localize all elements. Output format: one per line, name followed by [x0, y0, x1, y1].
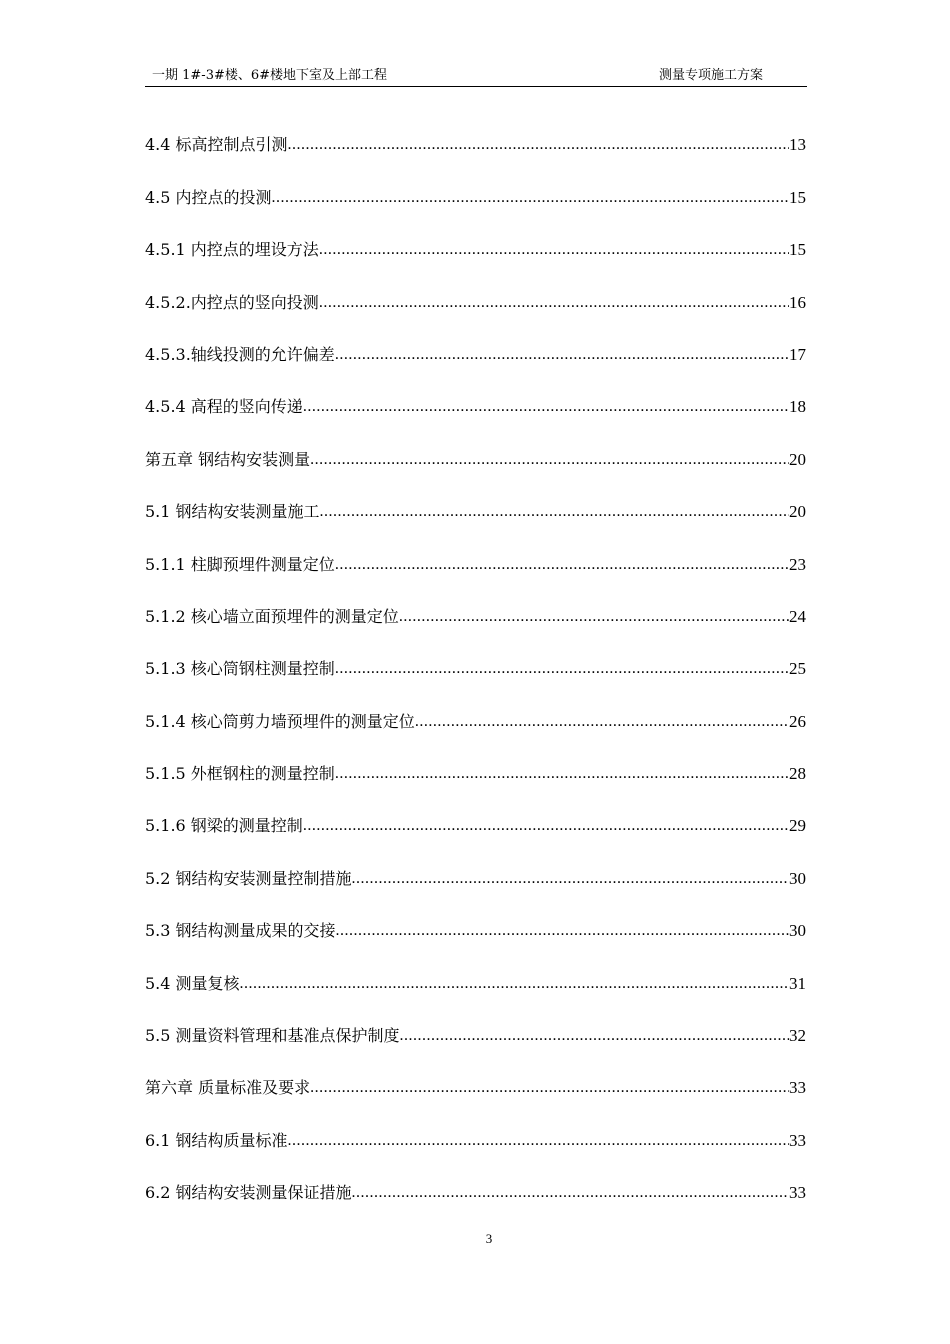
- toc-entry-page: 33: [789, 1130, 806, 1150]
- toc-entry-page: 20: [789, 449, 806, 469]
- toc-entry-page: 25: [789, 659, 806, 679]
- toc-entry-title: 5.1.5 外框钢柱的测量控制: [145, 764, 335, 784]
- toc-leader-dots: [320, 496, 789, 528]
- toc-leader-dots: [335, 549, 789, 581]
- toc-entry-page: 32: [789, 1026, 806, 1046]
- toc-entry-title: 6.2 钢结构安装测量保证措施: [145, 1183, 352, 1203]
- toc-entry-title: 5.1.4 核心筒剪力墙预埋件的测量定位: [145, 711, 415, 731]
- toc-leader-dots: [288, 129, 789, 161]
- toc-entry-title: 6.1 钢结构质量标准: [145, 1130, 288, 1150]
- toc-entry-title: 5.1 钢结构安装测量施工: [145, 502, 320, 522]
- toc-entry-title: 4.4 标高控制点引测: [145, 135, 288, 155]
- toc-entry-title: 5.1.6 钢梁的测量控制: [145, 816, 303, 836]
- toc-leader-dots: [310, 1072, 789, 1104]
- toc-entry-page: 28: [789, 764, 806, 784]
- toc-entry-title: 5.5 测量资料管理和基准点保护制度: [145, 1026, 400, 1046]
- toc-entry-title: 4.5.4 高程的竖向传递: [145, 397, 303, 417]
- toc-entry[interactable]: [145, 109, 806, 161]
- toc-entry-title: 4.5.3.轴线投测的允许偏差: [145, 344, 335, 364]
- toc-entry-page: 15: [789, 240, 806, 260]
- toc-entry-title: 5.3 钢结构测量成果的交接: [145, 921, 336, 941]
- toc-entry[interactable]: [145, 1052, 806, 1104]
- toc-entry-page: 26: [789, 711, 806, 731]
- toc-entry[interactable]: [145, 581, 806, 633]
- toc-entry[interactable]: [145, 476, 806, 528]
- toc-leader-dots: [319, 234, 789, 266]
- toc-entry[interactable]: [145, 790, 806, 842]
- toc-entry-page: 16: [789, 292, 806, 312]
- toc-entry[interactable]: [145, 423, 806, 475]
- toc-leader-dots: [303, 391, 789, 423]
- toc-entry-title: 5.1.2 核心墙立面预埋件的测量定位: [145, 606, 399, 626]
- toc-entry[interactable]: [145, 528, 806, 580]
- toc-leader-dots: [415, 706, 789, 738]
- toc-entry-page: 30: [789, 921, 806, 941]
- toc-leader-dots: [335, 653, 789, 685]
- toc-entry[interactable]: [145, 895, 806, 947]
- toc-entry-title: 5.1.3 核心筒钢柱测量控制: [145, 659, 335, 679]
- toc-leader-dots: [288, 1125, 789, 1157]
- toc-entry[interactable]: [145, 1000, 806, 1052]
- toc-leader-dots: [310, 444, 789, 476]
- toc-entry[interactable]: [145, 319, 806, 371]
- toc-entry[interactable]: [145, 214, 806, 266]
- toc-leader-dots: [272, 182, 789, 214]
- toc-entry-page: 31: [789, 973, 806, 993]
- page-number: 3: [485, 1231, 493, 1246]
- toc-leader-dots: [240, 968, 789, 1000]
- toc-entry-page: 29: [789, 816, 806, 836]
- toc-leader-dots: [319, 287, 789, 319]
- toc-entry-page: 30: [789, 868, 806, 888]
- toc-leader-dots: [399, 601, 789, 633]
- toc-leader-dots: [352, 863, 789, 895]
- toc-entry-title: 第六章 质量标准及要求: [145, 1078, 311, 1098]
- toc-entry[interactable]: [145, 1104, 806, 1156]
- toc-leader-dots: [335, 758, 789, 790]
- toc-leader-dots: [335, 339, 789, 371]
- toc-entry-title: 5.2 钢结构安装测量控制措施: [145, 868, 352, 888]
- table-of-contents: [145, 109, 806, 1209]
- page-header: [145, 66, 807, 87]
- toc-entry-page: 33: [789, 1183, 806, 1203]
- toc-entry-title: 5.1.1 柱脚预埋件测量定位: [145, 554, 335, 574]
- toc-leader-dots: [336, 915, 789, 947]
- toc-entry-page: 18: [789, 397, 806, 417]
- toc-entry[interactable]: [145, 947, 806, 999]
- toc-entry[interactable]: [145, 738, 806, 790]
- toc-leader-dots: [352, 1177, 789, 1209]
- toc-leader-dots: [400, 1020, 789, 1052]
- toc-entry-page: 23: [789, 554, 806, 574]
- toc-leader-dots: [303, 810, 789, 842]
- toc-entry[interactable]: [145, 266, 806, 318]
- toc-entry-page: 24: [789, 606, 806, 626]
- toc-entry-page: 15: [789, 187, 806, 207]
- toc-entry-title: 第五章 钢结构安装测量: [145, 449, 311, 469]
- toc-entry[interactable]: [145, 633, 806, 685]
- toc-entry-page: 13: [789, 135, 806, 155]
- toc-entry-title: 4.5.2.内控点的竖向投测: [145, 292, 319, 312]
- toc-entry[interactable]: [145, 371, 806, 423]
- toc-entry[interactable]: [145, 842, 806, 894]
- header-document-title: 测量专项施工方案: [658, 68, 763, 83]
- toc-entry-title: 4.5.1 内控点的埋设方法: [145, 240, 319, 260]
- toc-entry-title: 4.5 内控点的投测: [145, 187, 272, 207]
- header-project-title: 一期 1#-3#楼、6#楼地下室及上部工程: [152, 68, 388, 83]
- toc-entry[interactable]: [145, 161, 806, 213]
- toc-entry-page: 33: [789, 1078, 806, 1098]
- toc-entry-title: 5.4 测量复核: [145, 973, 240, 993]
- toc-entry-page: 17: [789, 344, 806, 364]
- toc-entry[interactable]: [145, 685, 806, 737]
- toc-entry[interactable]: [145, 1157, 806, 1209]
- toc-entry-page: 20: [789, 502, 806, 522]
